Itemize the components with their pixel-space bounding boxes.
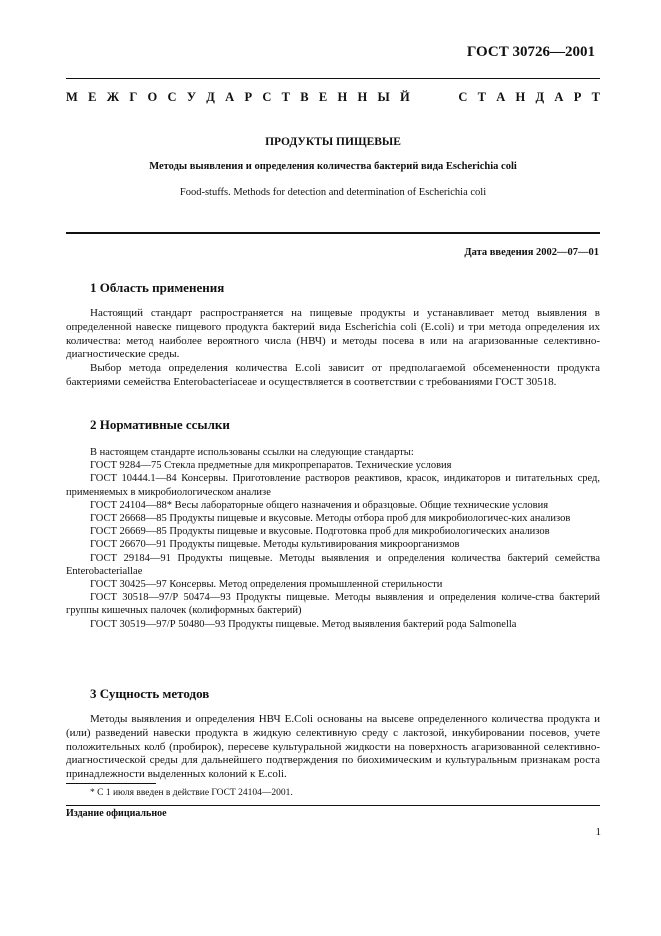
english-title: Food-stuffs. Methods for detection and determination of Escherichia coli bbox=[179, 187, 487, 198]
reference-item: ГОСТ 30519—97/Р 50480—93 Продукты пищевые. Метод выявления бактерий рода Salmonella bbox=[90, 618, 517, 630]
heading-letter: М bbox=[66, 90, 78, 104]
reference-item: ГОСТ 9284—75 Стекла предметные для микропрепаратов. Технические условия bbox=[90, 460, 452, 472]
heading-letter: О bbox=[147, 90, 158, 104]
footnote: * С 1 июля введен в действие ГОСТ 24104—2001. bbox=[90, 788, 293, 798]
section-3-heading: 3 Сущность методов bbox=[90, 686, 210, 701]
references-intro: В настоящем стандарте использованы ссылки на следующие стандарты: bbox=[90, 447, 414, 458]
heading-letter: Р bbox=[244, 90, 253, 104]
footnote-rule bbox=[66, 783, 156, 784]
title-rule bbox=[66, 232, 600, 234]
section-3-paragraph-1: Методы выявления и определения НВЧ E.Coli основаны на высеве определенного количества продукта и (или) разведений навески продукта в жидкую селективную среду с лактозой, инкубировании посевов, учете положительных колб (пробирок), пересеве культуральной жидкости на поверхность агаризованной селективно-диагностической среды для дальнейшего подтверждения по биохимическим и культуральным признакам роста принадлежности выделенных колоний к E.coli. bbox=[66, 713, 600, 781]
heading-letter: С bbox=[262, 90, 272, 104]
reference-item: ГОСТ 26669—85 Продукты пищевые и вкусовые. Подготовка проб для микробиологических анализов bbox=[90, 526, 550, 538]
heading-letter: Г bbox=[129, 90, 138, 104]
section-1-heading: 1 Область применения bbox=[90, 280, 225, 295]
heading-letter: С bbox=[458, 90, 468, 104]
heading-letter: Н bbox=[357, 90, 368, 104]
reference-item: ГОСТ 26670—91 Продукты пищевые. Методы культивирования микроорганизмов bbox=[90, 539, 460, 551]
heading-letter: С bbox=[167, 90, 177, 104]
heading-letter: Ж bbox=[106, 90, 120, 104]
document-title: ПРОДУКТЫ ПИЩЕВЫЕ bbox=[265, 136, 401, 148]
heading-letter: Н bbox=[515, 90, 526, 104]
section-3-body bbox=[66, 713, 600, 782]
official-edition: Издание официальное bbox=[66, 808, 167, 819]
section-1-paragraph-2: Выбор метода определения количества E.coli зависит от предполагаемой обсемененности продукта бактериями семейства Enterobacteriaceae и осуществляется в соответствии с требованиями ГОСТ 30518. bbox=[66, 362, 600, 388]
heading-letter: А bbox=[496, 90, 506, 104]
heading-letter: А bbox=[554, 90, 564, 104]
footer-rule bbox=[66, 805, 600, 806]
header-rule bbox=[66, 78, 600, 79]
reference-item: ГОСТ 30518—97/Р 50474—93 Продукты пищевые. Методы выявления и определения количе-ства бактерий группы кишечных палочек (колиформных бактерий) bbox=[66, 592, 600, 617]
document-subtitle: Методы выявления и определения количества бактерий вида Escherichia coli bbox=[149, 161, 517, 172]
heading-letter: Д bbox=[206, 90, 215, 104]
heading-letter: Д bbox=[535, 90, 545, 104]
heading-letter: Р bbox=[573, 90, 582, 104]
standard-number: ГОСТ 30726—2001 bbox=[466, 44, 595, 60]
heading-letter: Н bbox=[337, 90, 348, 104]
section-1-body bbox=[66, 307, 600, 390]
heading-letter: Е bbox=[88, 90, 97, 104]
introduction-date: Дата введения 2002—07—01 bbox=[464, 247, 599, 258]
reference-item: ГОСТ 10444.1—84 Консервы. Приготовление растворов реактивов, красок, индикаторов и питательных сред, применяемых в микробиологическом анализе bbox=[66, 473, 600, 498]
interstate-standard-heading bbox=[66, 90, 600, 105]
reference-item: ГОСТ 29184—91 Продукты пищевые. Методы выявления и определения количества бактерий семейства Enterobacteriallae bbox=[66, 552, 600, 577]
heading-letter: Й bbox=[400, 90, 410, 104]
heading-letter: Т bbox=[477, 90, 486, 104]
heading-letter: В bbox=[300, 90, 309, 104]
section-2-heading: 2 Нормативные ссылки bbox=[90, 417, 230, 432]
page-number: 1 bbox=[595, 826, 601, 838]
reference-item: ГОСТ 24104—88* Весы лабораторные общего назначения и образцовые. Общие технические условия bbox=[90, 499, 549, 511]
heading-word-gap bbox=[420, 90, 448, 105]
heading-letter: Т bbox=[591, 90, 600, 104]
section-1-paragraph-1: Настоящий стандарт распространяется на пищевые продукты и устанавливает метод выявления в определенной навеске пищевого продукта бактерий вида Escherichia coli (E.coli) и три метода определения их количества: метод наиболее вероятного числа (НВЧ) и методы посева в или на агаризованные селективно-диагностические среды. bbox=[66, 307, 600, 361]
heading-letter: Ы bbox=[377, 90, 390, 104]
heading-letter: Т bbox=[281, 90, 291, 104]
heading-letter: У bbox=[186, 90, 197, 104]
heading-letter: Е bbox=[318, 90, 328, 104]
reference-item: ГОСТ 26668—85 Продукты пищевые и вкусовые. Методы отбора проб для микробиологичес-ких анализов bbox=[90, 513, 571, 525]
reference-item: ГОСТ 30425—97 Консервы. Метод определения промышленной стерильности bbox=[90, 579, 443, 591]
heading-letter: А bbox=[225, 90, 235, 104]
section-2-references bbox=[66, 446, 600, 631]
